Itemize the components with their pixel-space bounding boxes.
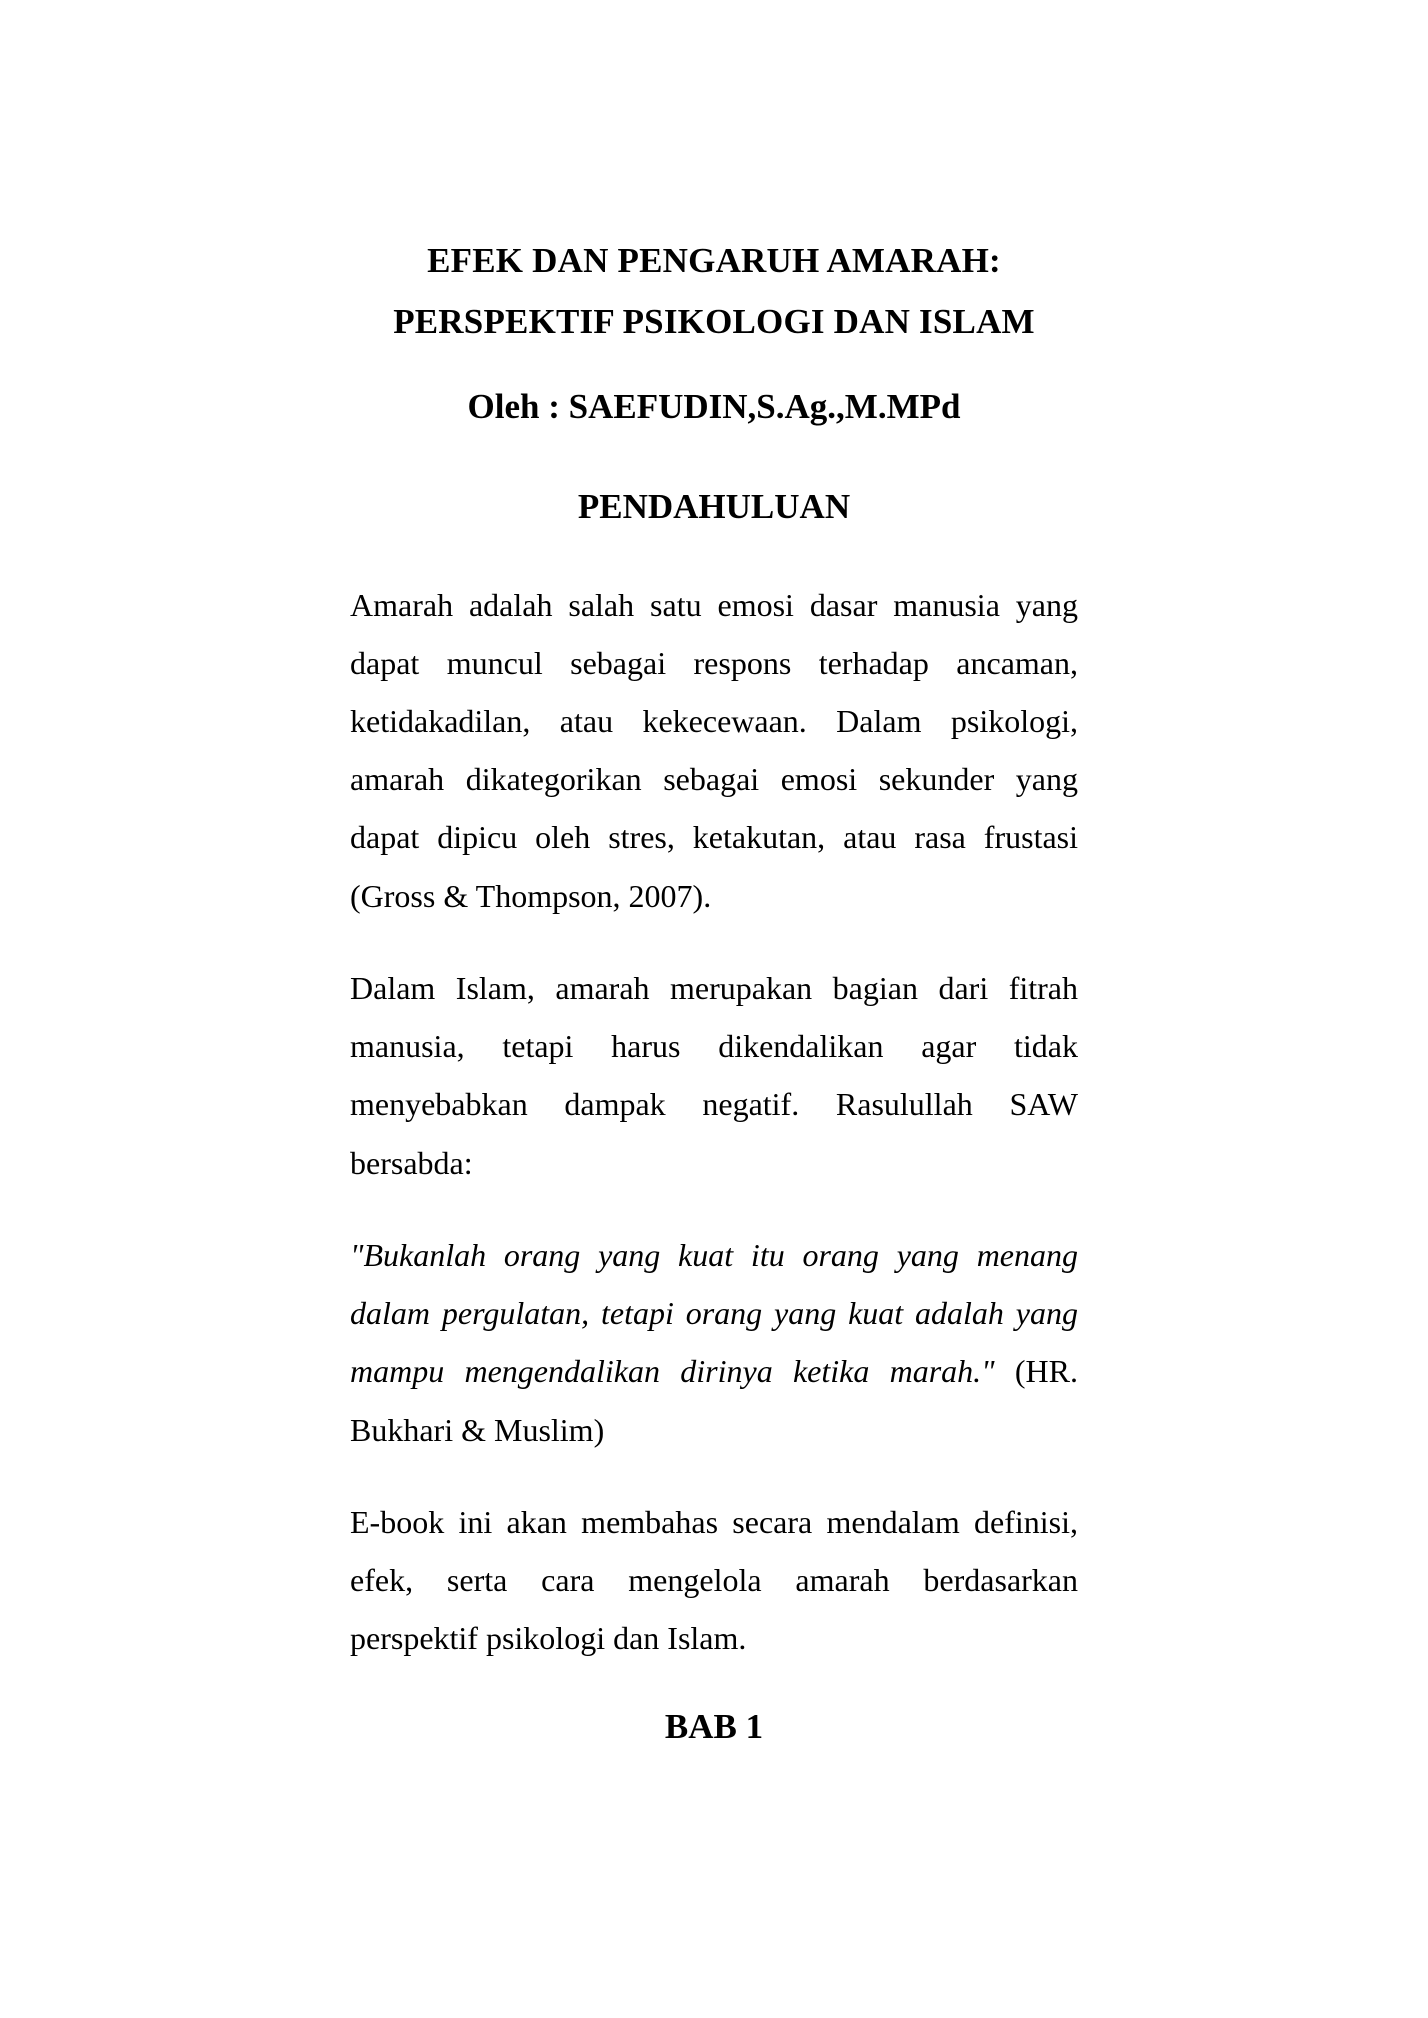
paragraph-closing: E-book ini akan membahas secara mendalam definisi, efek, serta cara mengelola amarah berdasarkan perspektif psikologi dan Islam. <box>350 1503 1078 1657</box>
section-heading-pendahuluan: PENDAHULUAN <box>577 487 851 526</box>
paragraph-2: Dalam Islam, amarah merupakan bagian dari fitrah manusia, tetapi harus dikendalikan agar tidak menyebabkan dampak negatif. Rasulullah SAW bersabda: <box>350 969 1078 1181</box>
hadith-quote-text: "Bukanlah orang yang kuat itu orang yang menang dalam pergulatan, tetapi orang yang kuat adalah yang mampu mengendalikan dirinya ketika marah." <box>350 1236 1078 1390</box>
paragraph-1: Amarah adalah salah satu emosi dasar manusia yang dapat muncul sebagai respons terhadap ancaman, ketidakadilan, atau kekecewaan. Dalam psikologi, amarah dikategorikan sebagai emosi sekunder yang dapat dipicu oleh stres, ketakutan, atau rasa frustasi (Gross & Thompson, 2007). <box>350 586 1078 914</box>
hadith-quote <box>350 1226 1078 1459</box>
chapter-heading-bab-1: BAB 1 <box>664 1707 764 1747</box>
page-title-line-1: EFEK DAN PENGARUH AMARAH: <box>427 241 1001 280</box>
page-title-line-2: PERSPEKTIF PSIKOLOGI DAN ISLAM <box>393 302 1035 342</box>
page-title <box>350 230 1078 353</box>
hadith-quote-attribution: (HR. Bukhari & Muslim) <box>350 1353 1079 1448</box>
author-line: Oleh : SAEFUDIN,S.Ag.,M.MPd <box>467 386 961 426</box>
